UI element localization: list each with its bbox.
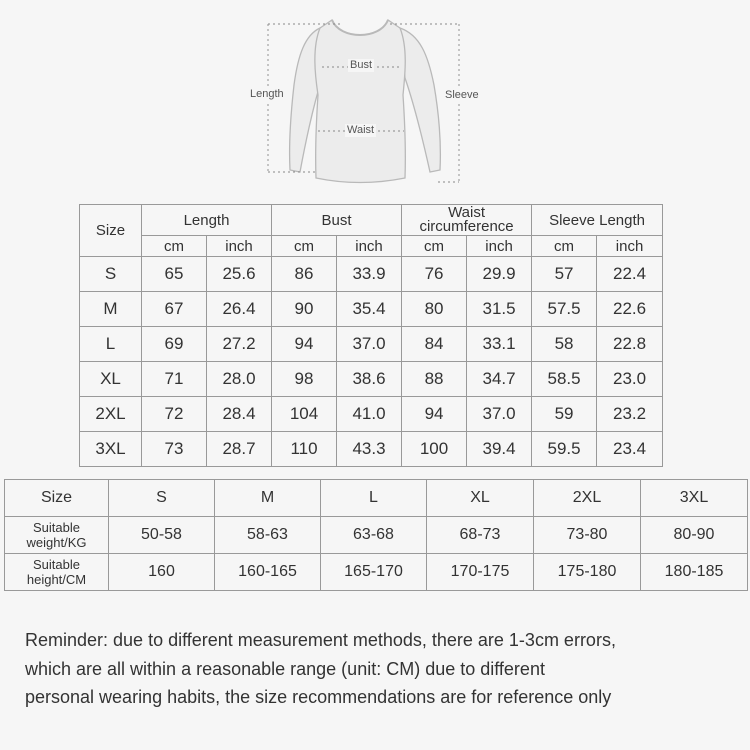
rec-size-cell: L xyxy=(321,480,427,517)
weight-range-cell: 58-63 xyxy=(215,517,321,554)
size-cell: 2XL xyxy=(80,397,142,432)
weight-range-cell: 73-80 xyxy=(534,517,641,554)
measurement-cell: 28.4 xyxy=(207,397,272,432)
measurement-cell: 67 xyxy=(142,292,207,327)
measurement-rows xyxy=(80,257,663,467)
measurement-cell: 90 xyxy=(272,292,337,327)
rec-size-label: Size xyxy=(5,480,109,517)
size-row xyxy=(80,292,663,327)
weight-range-cell: 63-68 xyxy=(321,517,427,554)
measurement-cell: 38.6 xyxy=(337,362,402,397)
measurement-cell: 35.4 xyxy=(337,292,402,327)
weight-range-cell: 68-73 xyxy=(427,517,534,554)
measurement-cell: 86 xyxy=(272,257,337,292)
bust-header: Bust xyxy=(272,205,402,236)
measurement-cell: 28.0 xyxy=(207,362,272,397)
size-cell: L xyxy=(80,327,142,362)
rec-height-row xyxy=(5,554,748,591)
measurement-cell: 98 xyxy=(272,362,337,397)
size-cell: XL xyxy=(80,362,142,397)
measurement-cell: 25.6 xyxy=(207,257,272,292)
measurement-cell: 33.9 xyxy=(337,257,402,292)
measurement-cell: 33.1 xyxy=(467,327,532,362)
measurement-cell: 59 xyxy=(532,397,597,432)
measurement-cell: 65 xyxy=(142,257,207,292)
suitable-weight-label: Suitable weight/KG xyxy=(5,517,109,554)
measurement-cell: 22.8 xyxy=(597,327,663,362)
measurement-cell: 29.9 xyxy=(467,257,532,292)
measurement-cell: 23.0 xyxy=(597,362,663,397)
measurement-cell: 22.4 xyxy=(597,257,663,292)
measurement-cell: 41.0 xyxy=(337,397,402,432)
measurement-cell: 58 xyxy=(532,327,597,362)
measurement-cell: 73 xyxy=(142,432,207,467)
length-label: Length xyxy=(250,88,284,100)
height-range-cell: 175-180 xyxy=(534,554,641,591)
measurement-cell: 26.4 xyxy=(207,292,272,327)
unit-cell: cm xyxy=(402,236,467,257)
measurement-cell: 58.5 xyxy=(532,362,597,397)
height-range-cell: 165-170 xyxy=(321,554,427,591)
measurement-cell: 94 xyxy=(272,327,337,362)
measurement-cell: 57 xyxy=(532,257,597,292)
waist-circumference-header: Waist circumference xyxy=(402,205,532,236)
size-cell: S xyxy=(80,257,142,292)
measurement-cell: 34.7 xyxy=(467,362,532,397)
size-row xyxy=(80,257,663,292)
measurement-cell: 22.6 xyxy=(597,292,663,327)
rec-size-cell: 2XL xyxy=(534,480,641,517)
rec-size-cell: S xyxy=(109,480,215,517)
long-sleeve-shirt-illustration xyxy=(0,0,750,200)
size-cell: M xyxy=(80,292,142,327)
size-recommendation-table xyxy=(4,479,748,591)
measurement-cell: 28.7 xyxy=(207,432,272,467)
reminder-line: which are all within a reasonable range (unit: CM) due to different xyxy=(25,658,545,679)
unit-cell: cm xyxy=(532,236,597,257)
measurement-cell: 31.5 xyxy=(467,292,532,327)
height-range-cell: 160-165 xyxy=(215,554,321,591)
measurement-cell: 71 xyxy=(142,362,207,397)
measurement-cell: 80 xyxy=(402,292,467,327)
height-range-cell: 180-185 xyxy=(641,554,748,591)
size-cell: 3XL xyxy=(80,432,142,467)
suitable-height-label: Suitable height/CM xyxy=(5,554,109,591)
reminder-text xyxy=(25,626,725,712)
size-header: Size xyxy=(80,205,142,257)
measurement-cell: 57.5 xyxy=(532,292,597,327)
measurement-cell: 23.2 xyxy=(597,397,663,432)
unit-cell: inch xyxy=(337,236,402,257)
measurement-cell: 100 xyxy=(402,432,467,467)
measurement-table xyxy=(79,204,663,467)
measurement-cell: 76 xyxy=(402,257,467,292)
size-row xyxy=(80,362,663,397)
rec-weight-row xyxy=(5,517,748,554)
measurement-cell: 27.2 xyxy=(207,327,272,362)
weight-range-cell: 50-58 xyxy=(109,517,215,554)
measurement-cell: 94 xyxy=(402,397,467,432)
rec-size-cell: XL xyxy=(427,480,534,517)
measurement-cell: 23.4 xyxy=(597,432,663,467)
measurement-cell: 43.3 xyxy=(337,432,402,467)
unit-cell: inch xyxy=(597,236,663,257)
measurement-cell: 37.0 xyxy=(467,397,532,432)
unit-cell: inch xyxy=(207,236,272,257)
measurement-cell: 110 xyxy=(272,432,337,467)
weight-range-cell: 80-90 xyxy=(641,517,748,554)
rec-size-cell: M xyxy=(215,480,321,517)
measurement-cell: 39.4 xyxy=(467,432,532,467)
size-row xyxy=(80,432,663,467)
measurement-cell: 37.0 xyxy=(337,327,402,362)
measurement-cell: 59.5 xyxy=(532,432,597,467)
reminder-line: personal wearing habits, the size recommendations are for reference only xyxy=(25,687,612,707)
unit-cell: cm xyxy=(272,236,337,257)
rec-size-row xyxy=(5,480,748,517)
height-range-cell: 170-175 xyxy=(427,554,534,591)
length-header: Length xyxy=(142,205,272,236)
unit-cell: cm xyxy=(142,236,207,257)
reminder-line: Reminder: due to different measurement methods, there are 1-3cm errors, xyxy=(25,630,616,650)
waist-label: Waist xyxy=(347,124,375,136)
measurement-cell: 88 xyxy=(402,362,467,397)
rec-size-cell: 3XL xyxy=(641,480,748,517)
sleeve-length-header: Sleeve Length xyxy=(532,205,663,236)
bust-label: Bust xyxy=(350,59,373,71)
unit-row xyxy=(80,236,663,257)
measurement-cell: 104 xyxy=(272,397,337,432)
size-row xyxy=(80,397,663,432)
garment-diagram xyxy=(0,0,750,200)
sleeve-label: Sleeve xyxy=(445,89,479,101)
size-row xyxy=(80,327,663,362)
unit-cell: inch xyxy=(467,236,532,257)
height-range-cell: 160 xyxy=(109,554,215,591)
measurement-cell: 69 xyxy=(142,327,207,362)
measurement-cell: 72 xyxy=(142,397,207,432)
measurement-cell: 84 xyxy=(402,327,467,362)
